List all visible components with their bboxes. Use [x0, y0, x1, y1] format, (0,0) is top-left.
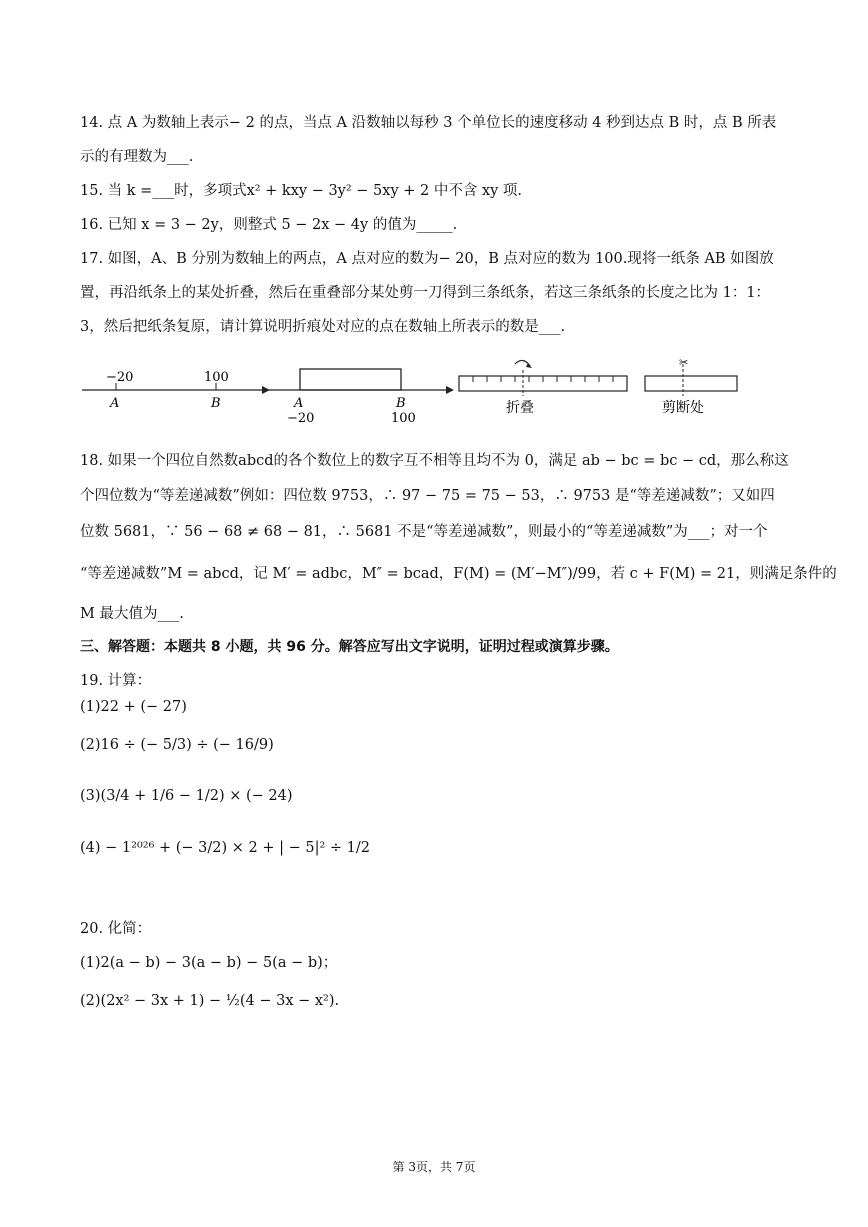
question-19-part-1: (1)22 + (− 27) [80, 699, 187, 715]
line1-label-100: 100 [204, 370, 229, 385]
cut-label: 剪断处 [662, 400, 704, 416]
question-20-part-1: (1)2(a − b) − 3(a − b) − 5(a − b)； [80, 955, 338, 971]
line1-label-B: B [211, 396, 221, 411]
scissors-icon: ✂ [679, 356, 689, 369]
question-18-line-3: 位数 5681，∵ 56 − 68 ≠ 68 − 81，∴ 5681 不是“等差递减数”，则最小的“等差递减数”为___；对一个 [80, 524, 768, 540]
question-19-part-3: (3)(3/4 + 1/6 − 1/2) × (− 24) [80, 788, 293, 804]
page-footer: 第 3页，共 7页 [392, 1160, 476, 1174]
question-18-line-1: 18. 如果一个四位自然数abcd的各个数位上的数字互不相等且均不为 0，满足 ab − bc = bc − cd，那么称这 [80, 453, 789, 469]
question-20-part-2: (2)(2x² − 3x + 1) − ½(4 − 3x − x²). [80, 993, 340, 1009]
question-17-figure [78, 350, 748, 430]
question-18-line-2: 个四位数为“等差递减数”例如：四位数 9753，∴ 97 − 75 = 75 − 53，∴ 9753 是“等差递减数”；又如四 [80, 488, 775, 504]
line2-label-100: 100 [391, 411, 416, 426]
line1-label-minus20: −20 [106, 370, 134, 385]
fold-label: 折叠 [506, 400, 534, 416]
question-16: 16. 已知 x = 3 − 2y，则整式 5 − 2x − 4y 的值为_____. [80, 217, 458, 233]
question-19-part-2: (2)16 ÷ (− 5/3) ÷ (− 16/9) [80, 737, 274, 753]
line2-label-B: B [396, 396, 406, 411]
question-14-line-2: 示的有理数为___. [80, 149, 194, 165]
question-18-line-4: “等差递减数”M = abcd，记 M′ = adbc，M″ = bcad，F(M) = (M′−M″)/99，若 c + F(M) = 21，则满足条件的 [80, 566, 837, 582]
question-19-part-4: (4) − 1²⁰²⁶ + (− 3/2) × 2 + | − 5|² ÷ 1/2 [80, 840, 370, 856]
question-17-line-1: 17. 如图，A、B 分别为数轴上的两点，A 点对应的数为− 20，B 点对应的数为 100.现将一纸条 AB 如图放 [80, 251, 774, 267]
section-3-heading: 三、解答题：本题共 8 小题，共 96 分。解答应写出文字说明，证明过程或演算步骤。 [80, 639, 619, 655]
question-20-title: 20. 化简： [80, 921, 152, 937]
question-17-line-3: 3，然后把纸条复原，请计算说明折痕处对应的点在数轴上所表示的数是___. [80, 319, 566, 335]
question-19-title: 19. 计算： [80, 673, 152, 689]
line2-label-minus20: −20 [287, 411, 315, 426]
question-18-line-5: M 最大值为___. [80, 606, 184, 622]
question-17-line-2: 置，再沿纸条上的某处折叠，然后在重叠部分某处剪一刀得到三条纸条，若这三条纸条的长度之比为 1：1： [80, 285, 771, 301]
line1-label-A: A [110, 396, 120, 411]
question-14-line-1: 14. 点 A 为数轴上表示− 2 的点，当点 A 沿数轴以每秒 3 个单位长的速度移动 4 秒到达点 B 时，点 B 所表 [80, 115, 777, 131]
question-15: 15. 当 k =___时，多项式x² + kxy − 3y² − 5xy + 2 中不含 xy 项. [80, 183, 523, 199]
line2-label-A: A [294, 396, 304, 411]
